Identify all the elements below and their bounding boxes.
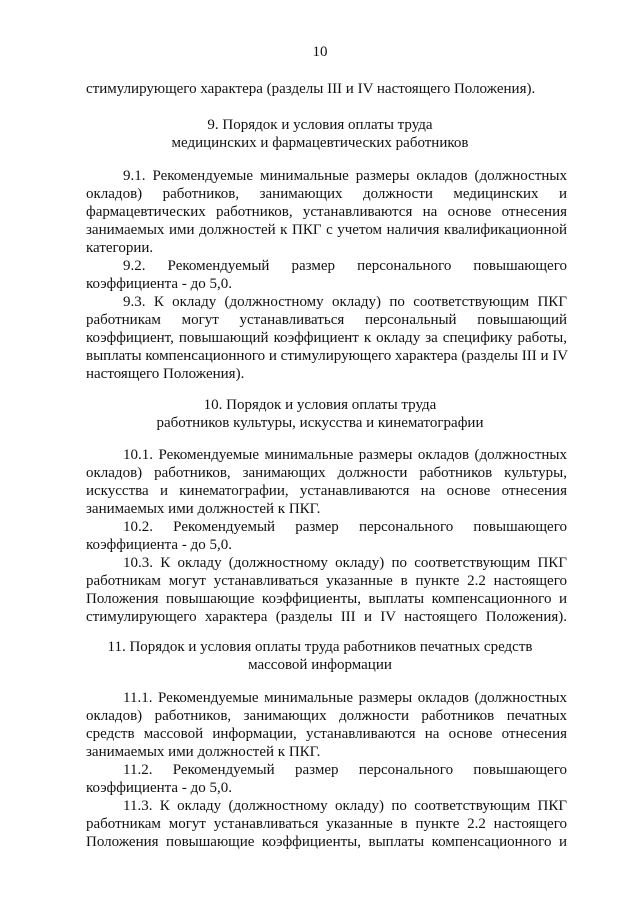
section10-p1-line2: окладов) работников, занимающих должности работников культуры, <box>86 465 567 481</box>
section10-p2-line2: коэффициента - до 5,0. <box>86 537 232 553</box>
intro-line: стимулирующего характера (разделы III и IV настоящего Положения). <box>86 81 536 97</box>
section9-p3-line2: работникам могут устанавливаться персональный повышающий <box>86 312 567 328</box>
section10-p3-line1: 10.3. К окладу (должностному окладу) по соответствующим ПКГ <box>123 555 567 571</box>
section11-p3-line2: работникам могут устанавливаться указанные в пункте 2.2 настоящего <box>86 816 567 832</box>
section11-p1-line3: средств массовой информации, устанавливаются на основе отнесения <box>86 726 567 742</box>
section9-heading-line1: 9. Порядок и условия оплаты труда <box>207 117 433 133</box>
section10-p3-line2: работникам могут устанавливаться указанные в пункте 2.2 настоящего <box>86 573 567 589</box>
section10-p2-line1: 10.2. Рекомендуемый размер персонального повышающего <box>123 519 567 535</box>
section11-p2-line2: коэффициента - до 5,0. <box>86 780 232 796</box>
section9-p2-line2: коэффициента - до 5,0. <box>86 276 232 292</box>
section11-p3-line3: Положения повышающие коэффициенты, выплаты компенсационного и <box>86 834 567 850</box>
section9-p1-line2: окладов) работников, занимающих должности медицинских и <box>86 186 567 202</box>
section10-heading-line2: работников культуры, искусства и кинематографии <box>156 415 484 431</box>
section9-p1-line3: фармацевтических работников, устанавливаются на основе отнесения <box>86 204 567 220</box>
section11-heading-line1: 11. Порядок и условия оплаты труда работников печатных средств <box>107 639 533 655</box>
section10-p3-line3: Положения повышающие коэффициенты, выплаты компенсационного и <box>86 591 567 607</box>
section10-p1-line4: занимаемых ими должностей к ПКГ. <box>86 501 321 517</box>
section9-p1-line5: категории. <box>86 240 154 256</box>
section9-p3-line5: настоящего Положения). <box>86 366 245 382</box>
section9-heading-line2: медицинских и фармацевтических работников <box>171 135 469 151</box>
section11-p1-line4: занимаемых ими должностей к ПКГ. <box>86 744 321 760</box>
section10-heading-line1: 10. Порядок и условия оплаты труда <box>203 397 437 413</box>
section9-p2-line1: 9.2. Рекомендуемый размер персонального повышающего <box>123 258 567 274</box>
section10-p3-line4: стимулирующего характера (разделы III и IV настоящего Положения). <box>86 609 567 625</box>
section10-p1-line3: искусства и кинематографии, устанавливаются на основе отнесения <box>86 483 567 499</box>
section9-p3-line3: коэффициент, повышающий коэффициент к окладу за специфику работы, <box>86 330 567 346</box>
section9-p1-line1: 9.1. Рекомендуемые минимальные размеры окладов (должностных <box>123 168 567 184</box>
section11-p1-line2: окладов) работников, занимающих должности работников печатных <box>86 708 567 724</box>
section9-p1-line4: занимаемых ими должностей к ПКГ с учетом наличия квалификационной <box>86 222 567 238</box>
section11-p3-line1: 11.3. К окладу (должностному окладу) по соответствующим ПКГ <box>123 798 567 814</box>
page-number: 10 <box>312 44 328 60</box>
section10-p1-line1: 10.1. Рекомендуемые минимальные размеры окладов (должностных <box>123 447 567 463</box>
section11-p2-line1: 11.2. Рекомендуемый размер персонального повышающего <box>123 762 567 778</box>
section11-heading-line2: массовой информации <box>248 657 392 673</box>
section9-p3-line1: 9.3. К окладу (должностному окладу) по соответствующим ПКГ <box>123 294 567 310</box>
section9-p3-line4: выплаты компенсационного и стимулирующего характера (разделы III и IV <box>86 348 569 364</box>
section11-p1-line1: 11.1. Рекомендуемые минимальные размеры окладов (должностных <box>123 690 567 706</box>
